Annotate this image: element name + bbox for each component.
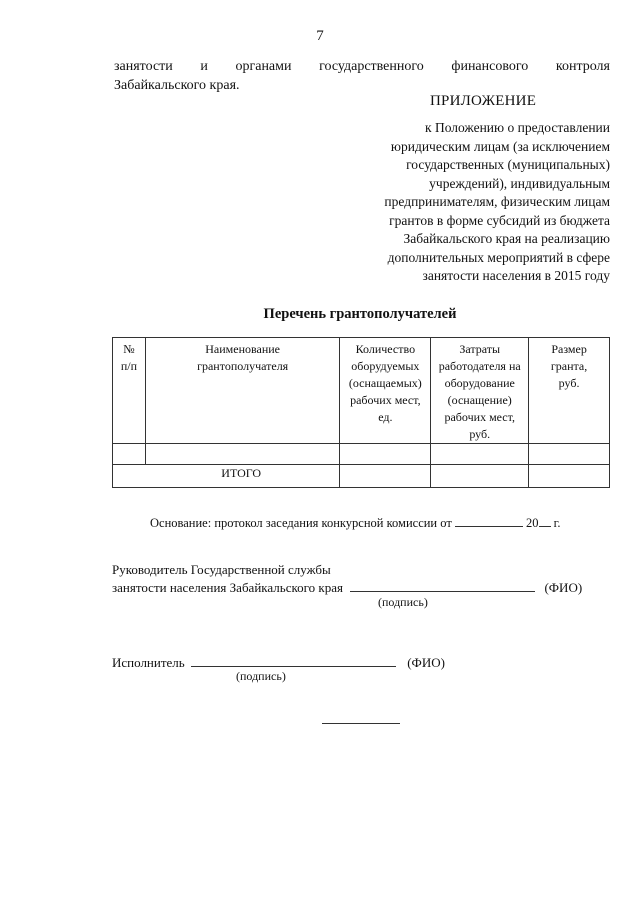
table-cell bbox=[113, 444, 146, 465]
head-signature-blank bbox=[350, 579, 535, 592]
year-prefix: 20 bbox=[526, 516, 539, 530]
word: контроля bbox=[555, 59, 610, 74]
executor-signature-caption: (подпись) bbox=[236, 669, 286, 683]
header-employer-costs: Затраты работодателя на оборудование (оснащение) рабочих мест, руб. bbox=[431, 338, 529, 444]
header-recipient-name: Наименование грантополучателя bbox=[145, 338, 340, 444]
list-title: Перечень грантополучателей bbox=[263, 306, 457, 322]
end-separator bbox=[322, 723, 400, 724]
page-number: 7 bbox=[316, 28, 324, 44]
word: органами bbox=[235, 59, 292, 74]
appendix-line: государственных (муниципальных) bbox=[406, 157, 610, 172]
appendix-description bbox=[338, 119, 610, 286]
head-title-line-2 bbox=[112, 579, 582, 596]
table-cell bbox=[529, 465, 610, 488]
word: финансового bbox=[451, 59, 529, 74]
appendix-line: юридическим лицам (за исключением bbox=[390, 138, 610, 154]
basis-text: Основание: протокол заседания конкурсной комиссии от bbox=[150, 516, 452, 530]
header-grant-amount: Размер гранта, руб. bbox=[529, 338, 610, 444]
appendix-line: к Положению о предоставлении bbox=[425, 120, 610, 135]
header-workplaces-count: Количество оборудуемых (оснащаемых) рабочих мест, ед. bbox=[340, 338, 431, 444]
appendix-line: дополнительных мероприятий в сфере bbox=[387, 249, 610, 265]
appendix-line: Забайкальского края на реализацию bbox=[403, 231, 610, 246]
continuation-line-2: Забайкальского края. bbox=[114, 78, 240, 93]
head-signature-caption: (подпись) bbox=[378, 595, 428, 609]
table-cell bbox=[340, 444, 431, 465]
appendix-line: грантов в форме субсидий из бюджета bbox=[389, 212, 610, 228]
executor-fio: (ФИО) bbox=[407, 655, 445, 670]
total-label: ИТОГО bbox=[113, 465, 340, 488]
executor-signature-blank bbox=[191, 654, 396, 667]
table-cell bbox=[431, 465, 529, 488]
table-cell bbox=[431, 444, 529, 465]
table-total-row bbox=[113, 465, 610, 488]
year-blank bbox=[539, 514, 551, 527]
head-title-text: занятости населения Забайкальского края bbox=[112, 580, 343, 595]
basis-line bbox=[150, 514, 561, 531]
word: государственного bbox=[319, 59, 424, 74]
word: занятости bbox=[114, 59, 173, 74]
appendix-line: предпринимателям, физическим лицам bbox=[384, 194, 610, 209]
word: и bbox=[200, 59, 208, 74]
head-title-line-1: Руководитель Государственной службы bbox=[112, 562, 331, 577]
continuation-line-1 bbox=[114, 59, 610, 75]
table-cell bbox=[529, 444, 610, 465]
table-cell bbox=[145, 444, 340, 465]
table-cell bbox=[340, 465, 431, 488]
appendix-line: занятости населения в 2015 году bbox=[422, 268, 610, 283]
head-fio: (ФИО) bbox=[544, 580, 583, 595]
grant-recipients-table bbox=[112, 337, 610, 488]
executor-label: Исполнитель bbox=[112, 655, 185, 670]
appendix-title: ПРИЛОЖЕНИЕ bbox=[430, 93, 537, 109]
table-row bbox=[113, 444, 610, 465]
header-number: № п/п bbox=[113, 338, 146, 444]
table-header-row bbox=[113, 338, 610, 444]
year-suffix: г. bbox=[553, 516, 561, 530]
date-blank bbox=[455, 514, 523, 527]
appendix-line: учреждений), индивидуальным bbox=[429, 175, 610, 191]
